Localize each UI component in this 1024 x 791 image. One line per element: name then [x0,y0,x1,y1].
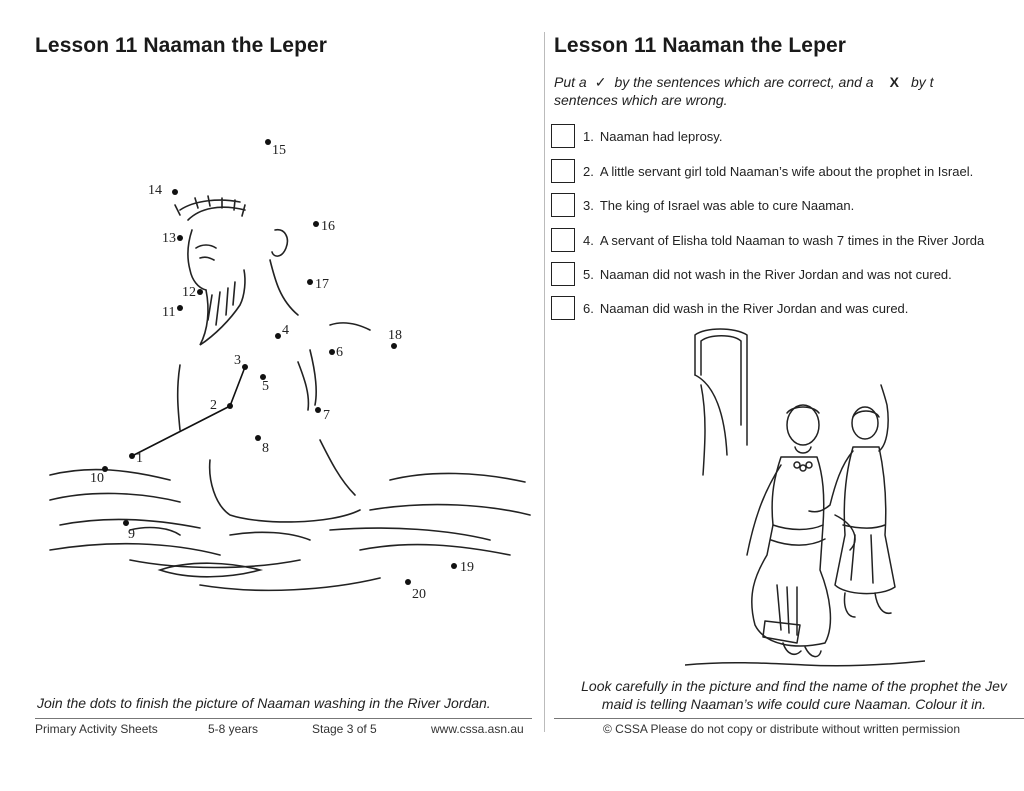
tick-icon: ✓ [594,74,607,90]
right-instruction-caption [554,677,1024,713]
dot-to-dot-picture [30,130,540,610]
dot-label: 1 [136,451,143,466]
tick-cross-instruction [554,73,1024,109]
caption-line-2: maid is telling Naaman’s wife could cure Naaman. Colour it in. [601,696,987,712]
instruction-part-1: Put a [554,74,587,90]
dot-19 [451,563,457,569]
question-number: 6. [583,300,594,316]
dot-label: 7 [323,408,330,423]
question-text: Naaman had leprosy. [599,128,723,144]
dot-label: 6 [336,345,343,360]
dot-label: 18 [388,328,402,343]
instruction-part-3: by t [910,74,934,90]
answer-checkbox[interactable] [551,159,575,183]
dot-label: 16 [321,219,335,234]
question-text: Naaman did not wash in the River Jordan and was not cured. [599,266,952,282]
question-number: 2. [583,163,594,179]
left-instruction-caption: Join the dots to finish the picture of Naaman washing in the River Jordan. [37,695,491,711]
dot-6 [329,349,335,355]
instruction-line-2: sentences which are wrong. [554,92,728,108]
question-text: A servant of Elisha told Naaman to wash 7 times in the River Jorda [599,232,985,248]
dot-label: 11 [162,305,176,320]
dot-label: 10 [90,471,104,486]
dot-16 [313,221,319,227]
footer-ages: 5-8 years [208,722,259,736]
naamans-wife-figure [747,405,830,657]
right-page [545,0,1024,791]
right-page-title: Lesson 11 Naaman the Leper [554,34,847,57]
question-item [551,226,984,254]
dot-label: 17 [315,277,329,292]
dot-label: 13 [162,231,176,246]
question-item [551,260,952,288]
naaman-line-art [50,196,530,590]
answer-checkbox[interactable] [551,262,575,286]
dot-18 [391,343,397,349]
dot-14 [172,189,178,195]
question-number: 5. [583,266,594,282]
dot-15 [265,139,271,145]
question-number: 1. [583,128,594,144]
dot-4 [275,333,281,339]
dot-label: 2 [210,398,217,413]
dot-9 [123,520,129,526]
dot-label: 19 [460,560,474,575]
dot-label: 9 [128,527,135,542]
dot-label: 4 [282,323,289,338]
question-item [551,122,722,150]
copyright-notice: © CSSA Please do not copy or distribute without written permission [603,722,961,736]
dot-20 [405,579,411,585]
window-frame [695,329,747,445]
left-footer-rule [35,718,532,719]
dot-label: 3 [234,353,241,368]
question-text: The king of Israel was able to cure Naaman. [599,197,855,213]
dot-11 [177,305,183,311]
left-page-title: Lesson 11 Naaman the Leper [35,34,328,57]
question-text: Naaman did wash in the River Jordan and was cured. [599,300,909,316]
question-item [551,191,854,219]
numbered-dots [102,139,457,585]
answer-checkbox[interactable] [551,296,575,320]
servant-girl-figure [809,385,895,617]
answer-checkbox[interactable] [551,193,575,217]
instruction-part-2: by the sentences which are correct, and a [614,74,874,90]
dot-label: 15 [272,143,286,158]
dot-label: 20 [412,587,426,602]
maid-and-wife-illustration [685,325,925,670]
question-number: 3. [583,197,594,213]
caption-line-1: Look carefully in the picture and find the name of the prophet the Jev [581,678,1007,694]
footer-series: Primary Activity Sheets [35,722,158,736]
dot-17 [307,279,313,285]
right-footer-rule [554,718,1024,719]
question-text: A little servant girl told Naaman’s wife about the prophet in Israel. [599,163,974,179]
connected-lines [132,367,245,456]
question-item [551,294,908,322]
answer-checkbox[interactable] [551,124,575,148]
dot-12 [197,289,203,295]
question-item [551,157,973,185]
dot-13 [177,235,183,241]
dot-label: 5 [262,379,269,394]
footer-stage: Stage 3 of 5 [312,722,377,736]
dot-label: 14 [148,183,162,198]
dot-7 [315,407,321,413]
dot-label: 8 [262,441,269,456]
dot-label: 12 [182,285,196,300]
cross-icon: X [889,74,899,90]
answer-checkbox[interactable] [551,228,575,252]
question-number: 4. [583,232,594,248]
dot-8 [255,435,261,441]
footer-website: www.cssa.asn.au [431,722,524,736]
